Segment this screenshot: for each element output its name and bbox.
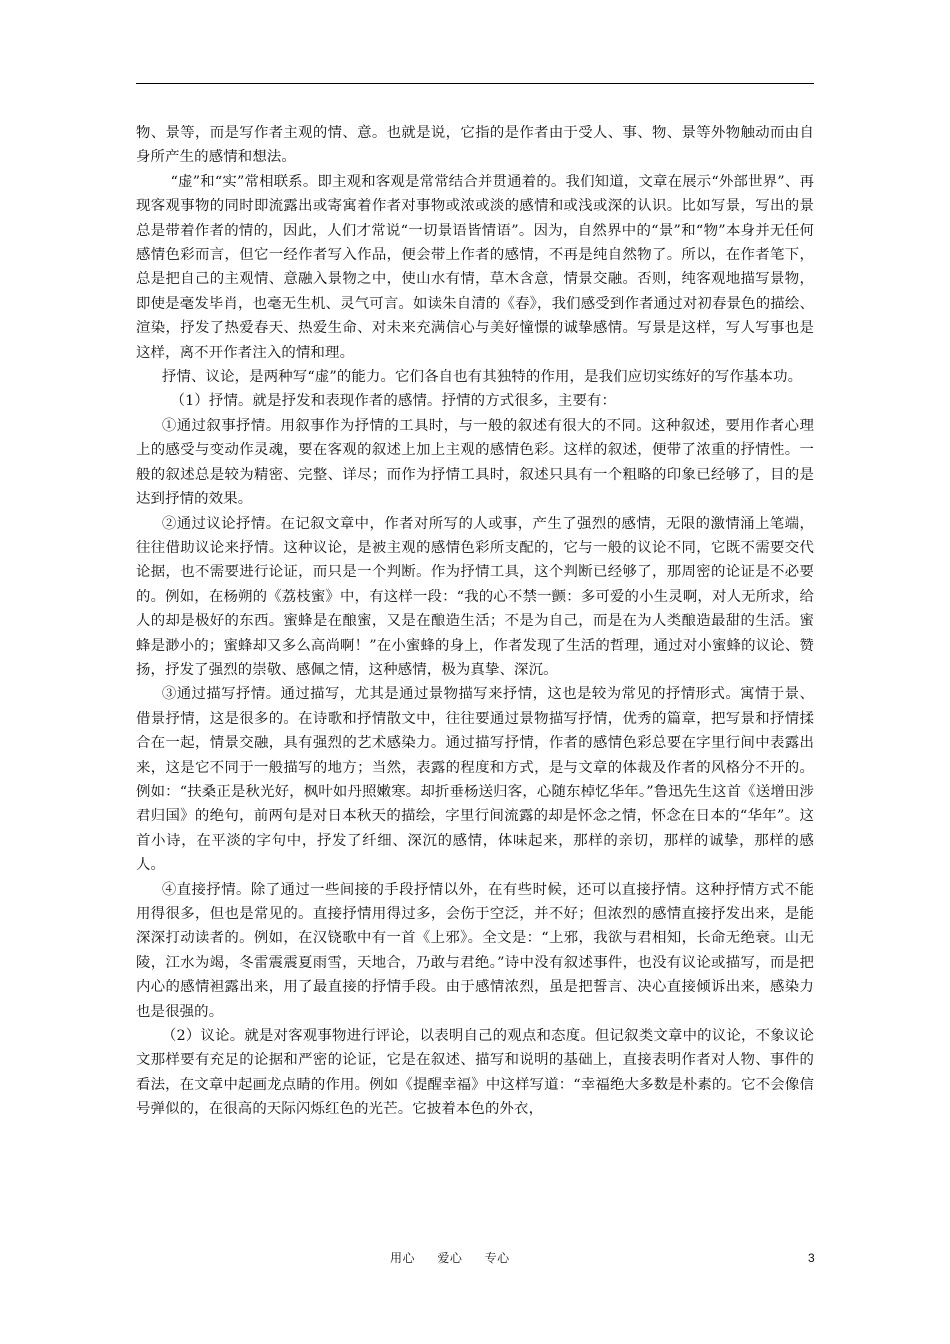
paragraph-lyric-description: ③通过描写抒情。通过描写，尤其是通过景物描写来抒情，这也是较为常见的抒情形式。寓情于景、借景抒情，这是很多的。在诗歌和抒情散文中，往往要通过景物描写抒情，优秀的篇章，把写景和抒情揉合在一起，情景交融，具有强烈的艺术感染力。通过描写抒情，作者的感情色彩总要在字里行间中表露出来，这是它不同于一般描写的地方；当然，表露的程度和方式，是与文章的体裁及作者的风格分不开的。例如：“扶桑正是秋光好，枫叶如丹照嫩寒。却折垂杨送归客，心随东棹忆华年。”鲁迅先生这首《送增田涉君归国》的绝句，前两句是对日本秋天的描绘，字里行间流露的却是怀念之情，怀念在日本的“华年”。这首小诗，在平淡的字句中，抒发了纤细、深沉的感情，体味起来，那样的亲切，那样的诚挚，那样的感人。: [136, 686, 814, 874]
page-footer: [0, 1248, 950, 1268]
document-body: [136, 121, 814, 1122]
paragraph-lyric-narration: ①通过叙事抒情。用叙事作为抒情的工具时，与一般的叙述有很大的不同。这种叙述，要用作者心理上的感受与变动作灵魂，要在客观的叙述上加上主观的感情色彩。这样的叙述，便带了浓重的抒情性。一般的叙述总是较为精密、完整、详尽；而作为抒情工具时，叙述只具有一个粗略的印象已经够了，目的是达到抒情的效果。: [136, 417, 814, 508]
paragraph-argument: （2）议论。就是对客观事物进行评论，以表明自己的观点和态度。但记叙类文章中的议论，不象议论文那样要有充足的论据和严密的论证，它是在叙述、描写和说明的基础上，直接表明作者对人物、事件的看法，在文章中起画龙点睛的作用。例如《提醒幸福》中这样写道：“幸福绝大多数是朴素的。它不会像信号弹似的，在很高的天际闪烁红色的光芒。它披着本色的外衣，: [136, 1028, 814, 1118]
paragraph-lyric-argument: ②通过议论抒情。在记叙文章中，作者对所写的人或事，产生了强烈的感情，无限的激情涌上笔端，往往借助议论来抒情。这种议论，是被主观的感情色彩所支配的，它与一般的议论不同，它既不需要交代论据，也不需要进行论证，而只是一个判断。作为抒情工具，这个判断已经够了，那周密的论证是不必要的。例如，在杨朔的《荔枝蜜》中，有这样一段：“我的心不禁一颤：多可爱的小生灵啊，对人无所求，给人的却是极好的东西。蜜蜂是在酿蜜，又是在酿造生活；不是为自己，而是在为人类酿造最甜的生活。蜜蜂是渺小的；蜜蜂却又多么高尚啊！”在小蜜蜂的身上，作者发现了生活的哲理，通过对小蜜蜂的议论、赞扬，抒发了强烈的崇敬、感佩之情，这种感情，极为真挚、深沉。: [136, 515, 814, 678]
page-number: 3: [808, 1251, 815, 1265]
footer-motto: 用心 爱心 专心: [390, 1251, 510, 1265]
paragraph-lyric-direct: ④直接抒情。除了通过一些间接的手段抒情以外，在有些时候，还可以直接抒情。这种抒情方式不能用得很多，但也是常见的。直接抒情用得过多，会伤于空泛，并不好；但浓烈的感情直接抒发出来，是能深深打动读者的。例如，在汉铙歌中有一首《上邪》。全文是：“上邪，我欲与君相知，长命无绝衰。山无陵，江水为竭，冬雷震震夏雨雪，天地合，乃敢与君绝。”诗中没有叙述事件，也没有议论或描写，而是把内心的感情袒露出来，用了最直接的抒情手段。由于感情浓烈，虽是把誓言、决心直接倾诉出来，感染力也是很强的。: [136, 881, 814, 1020]
paragraph-continuation: 物、景等，而是写作者主观的情、意。也就是说，它指的是作者由于受人、事、物、景等外物触动而由自身所产生的感情和想法。: [136, 125, 814, 166]
paragraph-xu-shi: “虚”和“实”常相联系。即主观和客观是常常结合并贯通着的。我们知道，文章在展示“外部世界”、再现客观事物的同时即流露出或寄寓着作者对事物或浓或淡的感情和或浅或深的认识。比如写景，写出的景总是带着作者的情的，因此，人们才常说“一切景语皆情语”。因为，自然界中的“景”和“物”本身并无任何感情色彩而言，但它一经作者写入作品，便会带上作者的感情，不再是纯自然物了。所以，在作者笔下，总是把自己的主观情、意融入景物之中，使山水有情，草木含意，情景交融。否则，纯客观地描写景物，即使是毫发毕肖，也毫无生机、灵气可言。如读朱自清的《春》，我们感受到作者通过对初春景色的描绘、渲染，抒发了热爱春天、热爱生命、对未来充满信心与美好憧憬的诚挚感情。写景是这样，写人写事也是这样，离不开作者注入的情和理。: [136, 173, 814, 361]
paragraph-two-abilities: 抒情、议论，是两种写“虚”的能力。它们各自也有其独特的作用，是我们应切实练好的写作基本功。: [161, 369, 803, 386]
paragraph-lyric-heading: （1）抒情。就是抒发和表现作者的感情。抒情的方式很多，主要有：: [170, 393, 617, 410]
header-rule: [136, 83, 814, 84]
